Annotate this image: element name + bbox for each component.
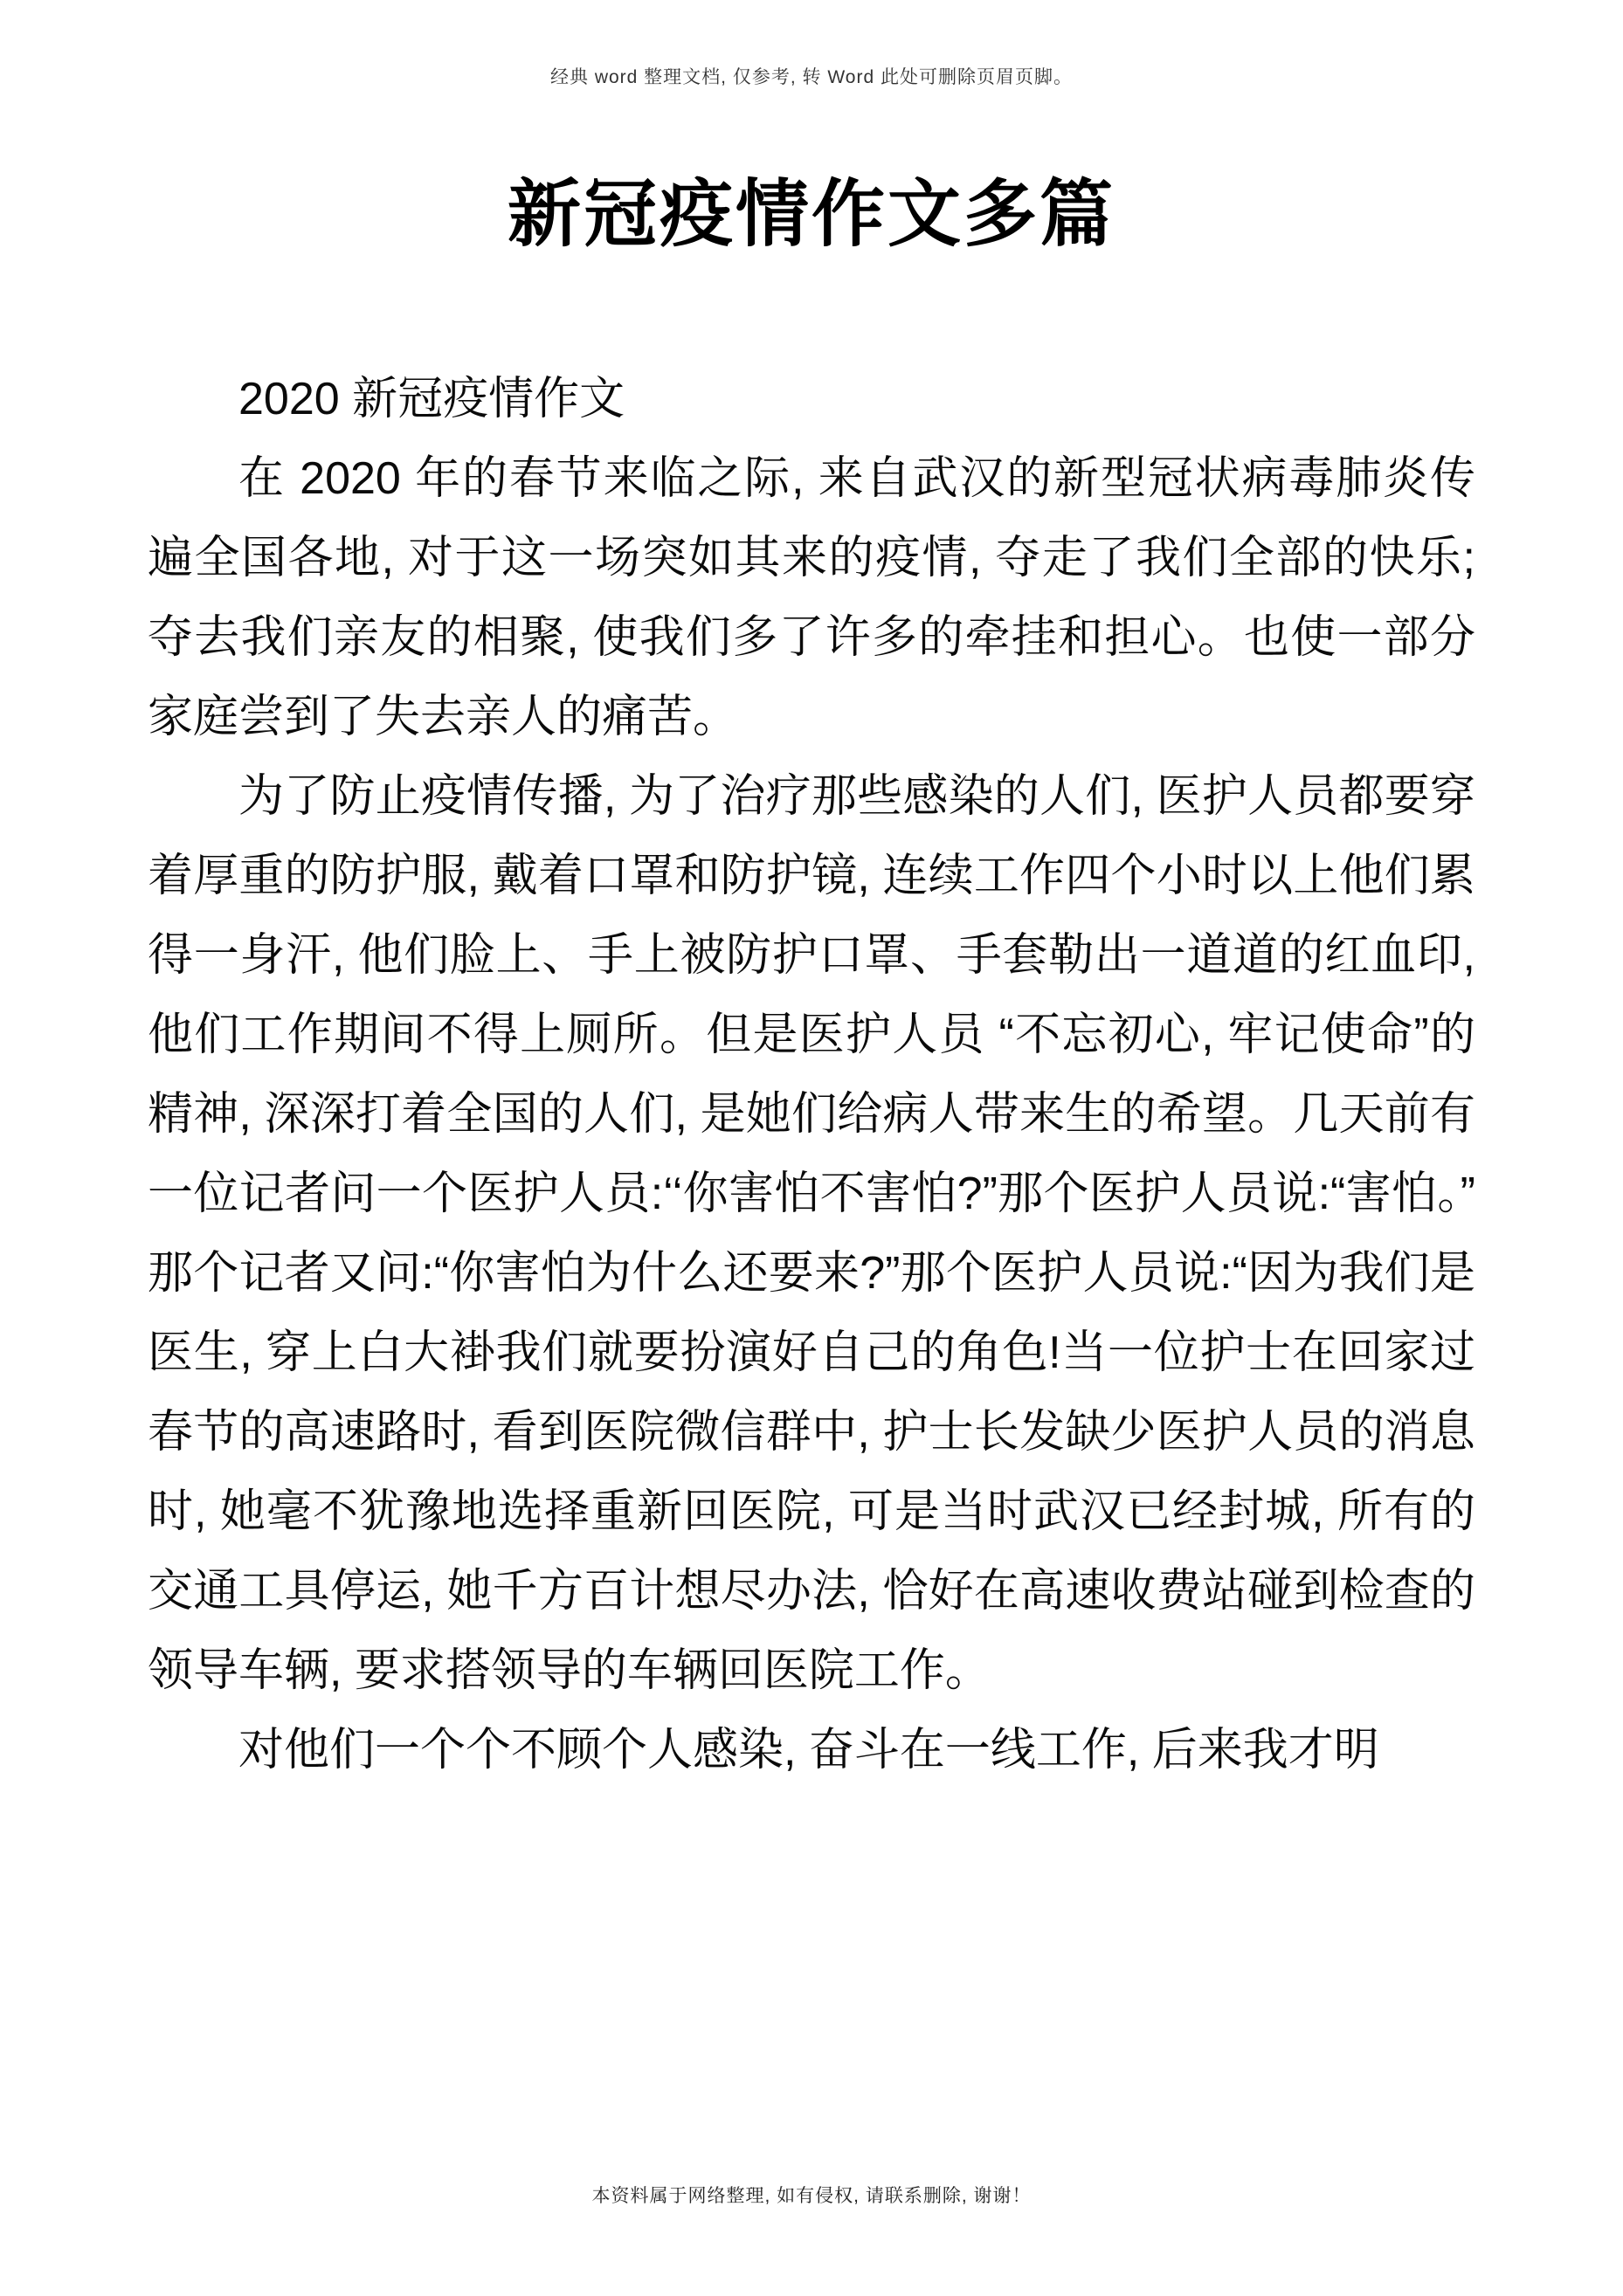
page-header-note: 经典 word 整理文档, 仅参考, 转 Word 此处可删除页眉页脚。 bbox=[550, 67, 1073, 87]
body-paragraph: 对他们一个个不顾个人感染, 奋斗在一线工作, 后来我才明 bbox=[238, 1725, 1379, 1775]
document-body bbox=[148, 360, 1475, 1790]
body-paragraph-subtitle: 2020 新冠疫情作文 bbox=[238, 374, 625, 424]
page-footer-note: 本资料属于网络整理, 如有侵权, 请联系删除, 谢谢！ bbox=[591, 2186, 1032, 2206]
document-title: 新冠疫情作文多篇 bbox=[507, 173, 1115, 255]
body-paragraph: 为了防止疫情传播, 为了治疗那些感染的人们, 医护人员都要穿着厚重的防护服, 戴着口罩和防护镜, 连续工作四个小时以上他们累得一身汗, 他们脸上、手上被防护口罩、手套勒出一道道的红血印, 他们工作期间不得上厕所。但是医护人员 “不忘初心, 牢记使命”的精神, 深深打着全国的人们, 是她们给病人带来生的希望。几天前有一位记者问一个医护人员:‘‘你害怕不害怕?”那个医护人员说:“害怕。”那个记者又问:“你害怕为什么还要来?”那个医护人员说:“因为我们是医生, 穿上白大褂我们就要扮演好自己的角色!当一位护士在回家过春节的高速路时, 看到医院微信群中, 护士长发缺少医护人员的消息时, 她毫不犹豫地选择重新回医院, 可是当时武汉已经封城, 所有的交通工具停运, 她千方百计想尽办法, 恰好在高速收费站碰到检查的领导车辆, 要求搭领导的车辆回医院工作。 bbox=[148, 771, 1475, 1696]
body-paragraph: 在 2020 年的春节来临之际, 来自武汉的新型冠状病毒肺炎传遍全国各地, 对于这一场突如其来的疫情, 夺走了我们全部的快乐;夺去我们亲友的相聚, 使我们多了许多的牵挂和担心。也使一部分家庭尝到了失去亲人的痛苦。 bbox=[148, 453, 1475, 742]
